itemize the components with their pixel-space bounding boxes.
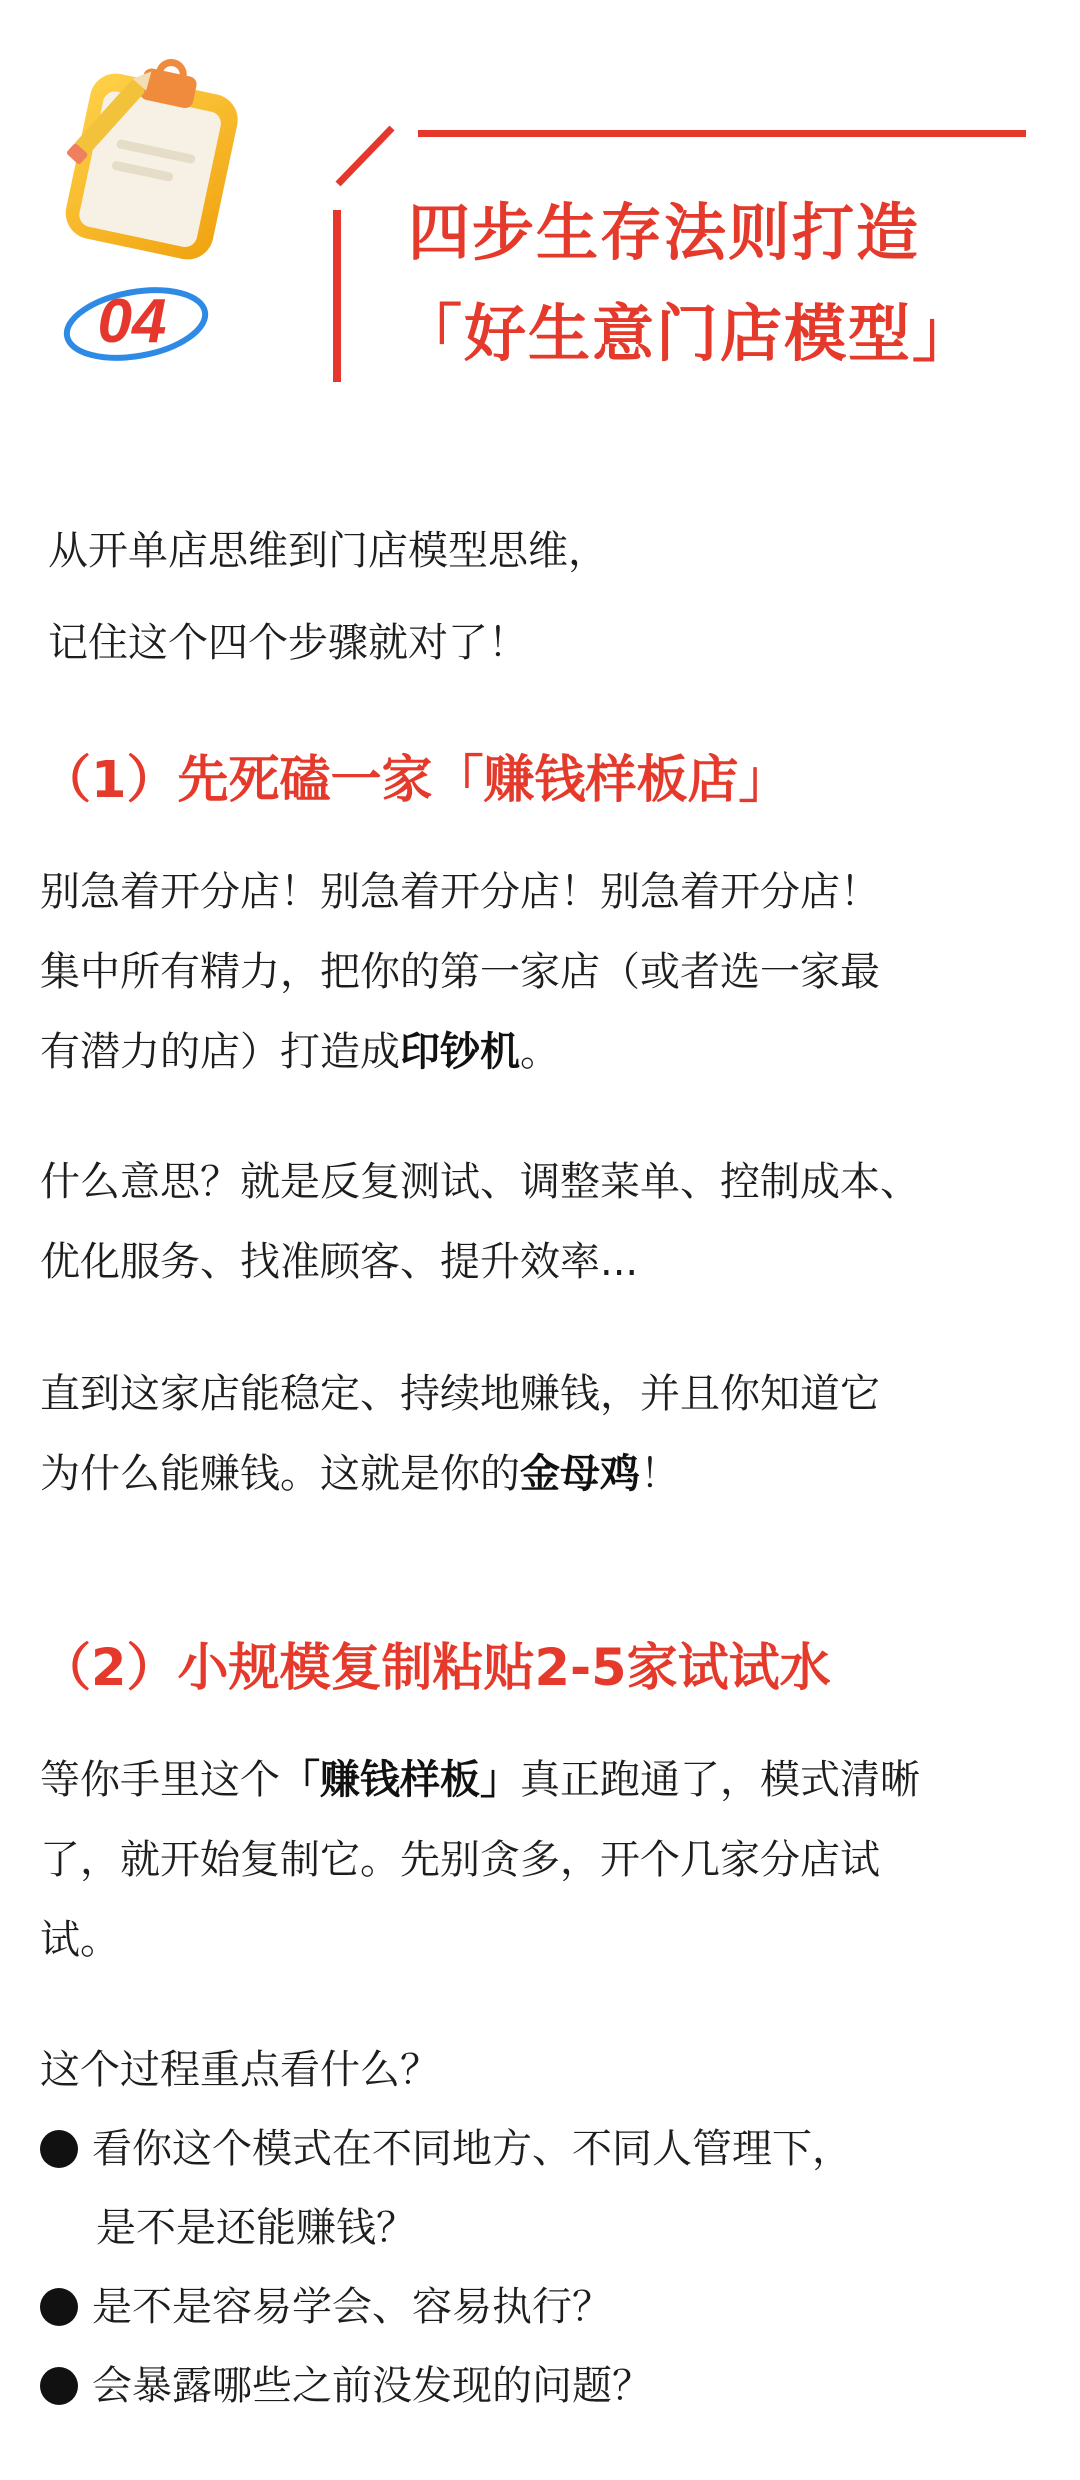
bullet-item <box>40 2110 852 2268</box>
bullet-line: 看你这个模式在不同地方、不同人管理下， <box>92 2126 852 2172</box>
question-line: 这个过程重点看什么？ <box>40 2047 440 2093</box>
paragraph-line <box>40 1434 1050 1514</box>
header <box>0 0 1080 420</box>
paragraph-line: 优化服务、找准顾客、提升效率... <box>40 1239 639 1285</box>
paragraph-line: 试。 <box>40 1917 120 1963</box>
bullet-item <box>40 2347 852 2426</box>
text: ！ <box>640 1451 680 1497</box>
bullet-list <box>40 2110 852 2426</box>
bullet-line: 会暴露哪些之前没发现的问题？ <box>92 2363 652 2409</box>
paragraph <box>40 852 1050 1092</box>
intro-text <box>48 505 608 689</box>
bullet-item <box>40 2268 852 2347</box>
paragraph <box>40 1354 1050 1514</box>
text: 等你手里这个 <box>40 1757 280 1803</box>
paragraph-line: 集中所有精力，把你的第一家店（或者选一家最 <box>40 949 880 995</box>
paragraph-line: 别急着开分店！别急着开分店！别急着开分店！ <box>40 869 880 915</box>
paragraph-line: 直到这家店能稳定、持续地赚钱，并且你知道它 <box>40 1371 880 1417</box>
paragraph-line <box>40 1012 1050 1092</box>
section-heading-1: （1）先死磕一家「赚钱样板店」 <box>40 751 790 810</box>
decorative-slash <box>330 120 400 190</box>
bullet-text <box>92 2110 852 2268</box>
bullet-dot-icon <box>40 2367 78 2405</box>
text: 有潜力的店）打造成 <box>40 1029 400 1075</box>
paragraph-line: 了，就开始复制它。先别贪多，开个几家分店试 <box>40 1837 880 1883</box>
bullet-text <box>92 2268 612 2347</box>
badge-number: 04 <box>97 287 167 356</box>
clipboard-with-pencil-icon <box>40 50 250 260</box>
bold-text: 印钞机 <box>400 1029 520 1075</box>
bold-text: 金母鸡 <box>520 1451 640 1497</box>
number-badge <box>58 272 218 372</box>
bullet-dot-icon <box>40 2288 78 2326</box>
title-line-2: 「好生意门店模型」 <box>400 297 977 370</box>
bullet-line: 是不是还能赚钱？ <box>96 2205 416 2251</box>
intro-line: 从开单店思维到门店模型思维， <box>48 528 608 574</box>
decorative-top-line <box>418 130 1026 137</box>
text: 为什么能赚钱。这就是你的 <box>40 1451 520 1497</box>
decorative-vertical-bar <box>333 210 341 382</box>
bullet-dot-icon <box>40 2130 78 2168</box>
text: 。 <box>520 1029 560 1075</box>
section-heading-2: （2）小规模复制粘贴2-5家试试水 <box>40 1639 831 1698</box>
paragraph <box>40 1740 1050 1980</box>
bullet-line: 是不是容易学会、容易执行？ <box>92 2284 612 2330</box>
paragraph-line: 什么意思？就是反复测试、调整菜单、控制成本、 <box>40 1159 920 1205</box>
title-line-1: 四步生存法则打造 <box>408 196 921 269</box>
bullet-text <box>92 2347 652 2426</box>
paragraph <box>40 1142 1050 1302</box>
text: 真正跑通了，模式清晰 <box>520 1757 920 1803</box>
intro-line: 记住这个四个步骤就对了！ <box>48 620 528 666</box>
paragraph-line <box>40 1740 1050 1820</box>
bold-text: 「赚钱样板」 <box>280 1757 520 1803</box>
